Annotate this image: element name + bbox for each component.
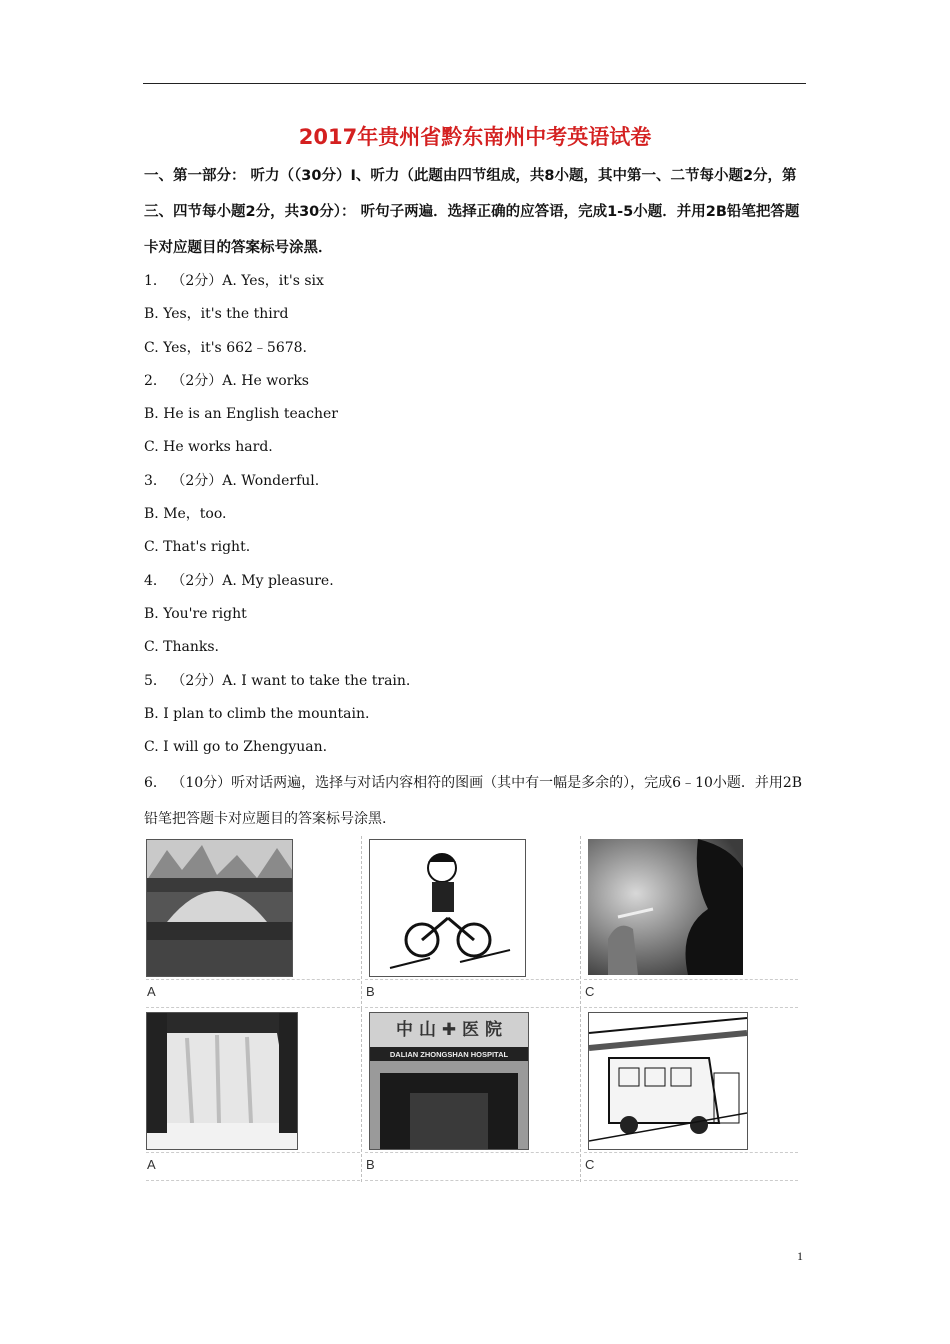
q4-option-b: B. You're right [144,605,247,622]
q2-option-b: B. He is an English teacher [144,406,338,423]
picture-cell [362,1009,581,1182]
picture-cell [581,1009,800,1182]
section-intro: 一、第一部分： 听力（（30分）I、听力（此题由四节组成，共8小题，其中第一、二节每小题2分，第三、四节每小题2分，共30分）： 听句子两遍．选择正确的应答语，完成1-5小题．并用2B铅笔把答题卡对应题目的答案标号涂黑． [144,168,800,256]
q3-option-b: B. Me，too. [144,506,227,523]
child-cycling-drawing [369,839,526,977]
q3-option-c: C. That's right. [144,539,251,556]
question-6: 6． （10分）听对话两遍，选择与对话内容相符的图画（其中有一幅是多余的），完成6﹣10小题．并用2B铅笔把答题卡对应题目的答案标号涂黑. [144,775,803,827]
q1-option-a: 1． （2分）A. Yes，it's six [144,273,324,289]
picture-cell [581,836,800,1009]
listening-questions [144,268,809,767]
picture-cell [143,1009,362,1182]
hospital-photo [369,1012,529,1150]
smoking-photo [588,839,743,975]
page-number: 1 [797,1249,803,1263]
q5-option-b: B. I plan to climb the mountain. [144,705,370,722]
exam-title: 2017年贵州省黔东南州中考英语试卷 [298,125,652,149]
q1-option-c: C. Yes，it's 662﹣5678. [144,339,307,356]
q5-option-c: C. I will go to Zhengyuan. [144,739,328,756]
header-rule [143,83,806,84]
picture-label: A [146,1152,360,1181]
q4-option-a: 4． （2分）A. My pleasure. [144,572,334,589]
waterfall-photo [146,1012,298,1150]
picture-grid [143,836,801,1182]
q1-option-b: B. Yes，it's the third [144,306,289,323]
hospital-sign-text: 中 山 ✚ 医 院 [396,1020,502,1040]
q3-option-a: 3． （2分）A. Wonderful. [144,472,320,489]
q2-option-c: C. He works hard. [144,439,273,456]
picture-row-1 [143,836,801,1009]
picture-row-2 [143,1009,801,1182]
picture-cell [143,836,362,1009]
picture-label: B [365,979,579,1008]
picture-label: A [146,979,360,1008]
hospital-sign-subtext: DALIAN ZHONGSHAN HOSPITAL [389,1050,509,1059]
q2-option-a: 2． （2分）A. He works [144,372,309,389]
q4-option-c: C. Thanks. [144,639,219,656]
picture-label: B [365,1152,579,1181]
q5-option-a: 5． （2分）A. I want to take the train. [144,672,411,689]
bridge-crowd-photo [146,839,293,977]
picture-cell [362,836,581,1009]
bus-drawing [588,1012,748,1150]
picture-label: C [584,979,798,1008]
picture-label: C [584,1152,798,1181]
